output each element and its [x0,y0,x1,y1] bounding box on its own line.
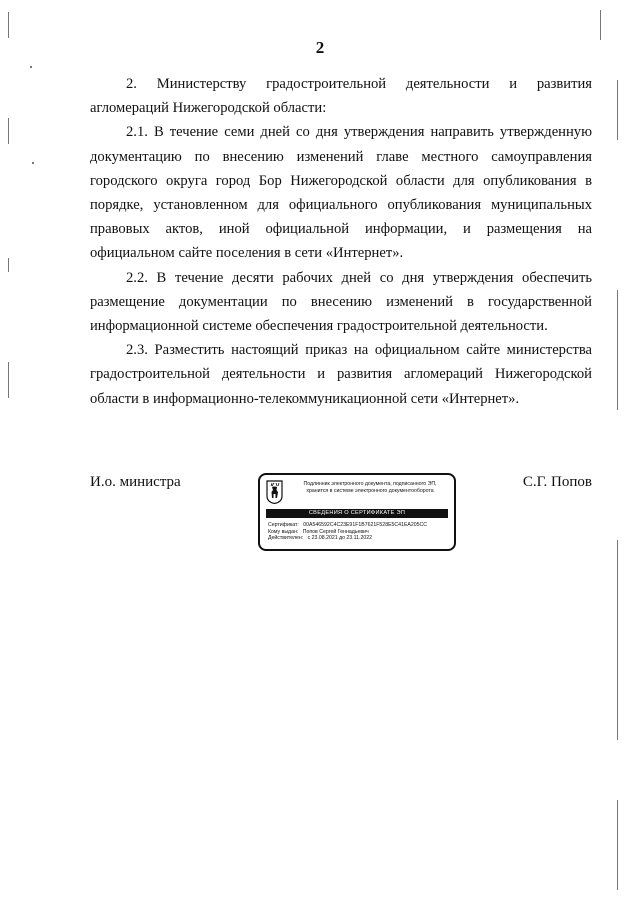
ep-note-line2: хранится в системе электронного документооборота [306,488,434,494]
electronic-signature-stamp [258,473,456,551]
scan-mark-right-2 [617,290,618,410]
ep-valid-value: с 23.08.2021 до 23.11.2022 [307,535,372,542]
paragraph-2-3: 2.3. Разместить настоящий приказ на официальном сайте министерства градостроительной деятельности и развития агломераций Нижегородской области в информационно-телекоммуникационной сети «Интернет». [90,342,592,407]
scan-mark-left-1 [8,12,9,38]
ep-certificate-value: 00A546592C4C23E91F1B7621F528E5C41EA205CC [303,522,428,528]
ep-certificate-label: Сертификат: [268,522,299,528]
ep-issued-to-label: Кому выдан: [268,528,299,535]
ep-certificate-row [268,522,452,529]
ep-issued-to-value: Попов Сергей Геннадьевич [302,528,369,535]
scan-mark-right-4 [617,800,618,890]
scan-mark-right-1 [617,80,618,140]
document-body [90,72,592,411]
paragraph-2-2: 2.2. В течение десяти рабочих дней со дня утверждения обеспечить размещение документации по внесению изменений в государственной информационной системе обеспечения градостроительной деятельности. [90,269,592,335]
ep-valid-row [268,535,452,542]
deer-emblem-icon [266,480,283,504]
page-number: 2 [315,38,325,57]
ep-note-line1: Подлинник электронного документа, подписанного ЭП, [303,481,437,487]
scan-mark-right-3 [617,540,618,740]
scan-mark-left-6 [8,258,9,272]
ep-valid-label: Действителен: [268,535,304,542]
scan-mark-left-5 [32,162,34,164]
ep-details [268,522,452,542]
scan-mark-left-3 [8,362,9,398]
scan-mark-left-4 [30,66,32,68]
signer-name: С.Г. Попов [522,474,592,490]
ep-header: СВЕДЕНИЯ О СЕРТИФИКАТЕ ЭП [266,509,448,518]
scan-mark-right-5 [600,10,601,40]
paragraph-2-1: 2.1. В течение семи дней со дня утверждения направить утвержденную документацию по внесению изменений главе местного самоуправления городского округа город Бор Нижегородской области для опубликования в порядке, установленном для официального опубликования муниципальных правовых актов, иной официальной информации, и размещения на официальном сайте поселения в сети «Интернет». [90,124,592,262]
signer-title: И.о. министра [90,474,181,490]
ep-note [288,481,452,495]
paragraph-2: 2. Министерству градостроительной деятельности и развития агломераций Нижегородской области: [90,76,592,117]
scan-mark-left-2 [8,118,9,144]
